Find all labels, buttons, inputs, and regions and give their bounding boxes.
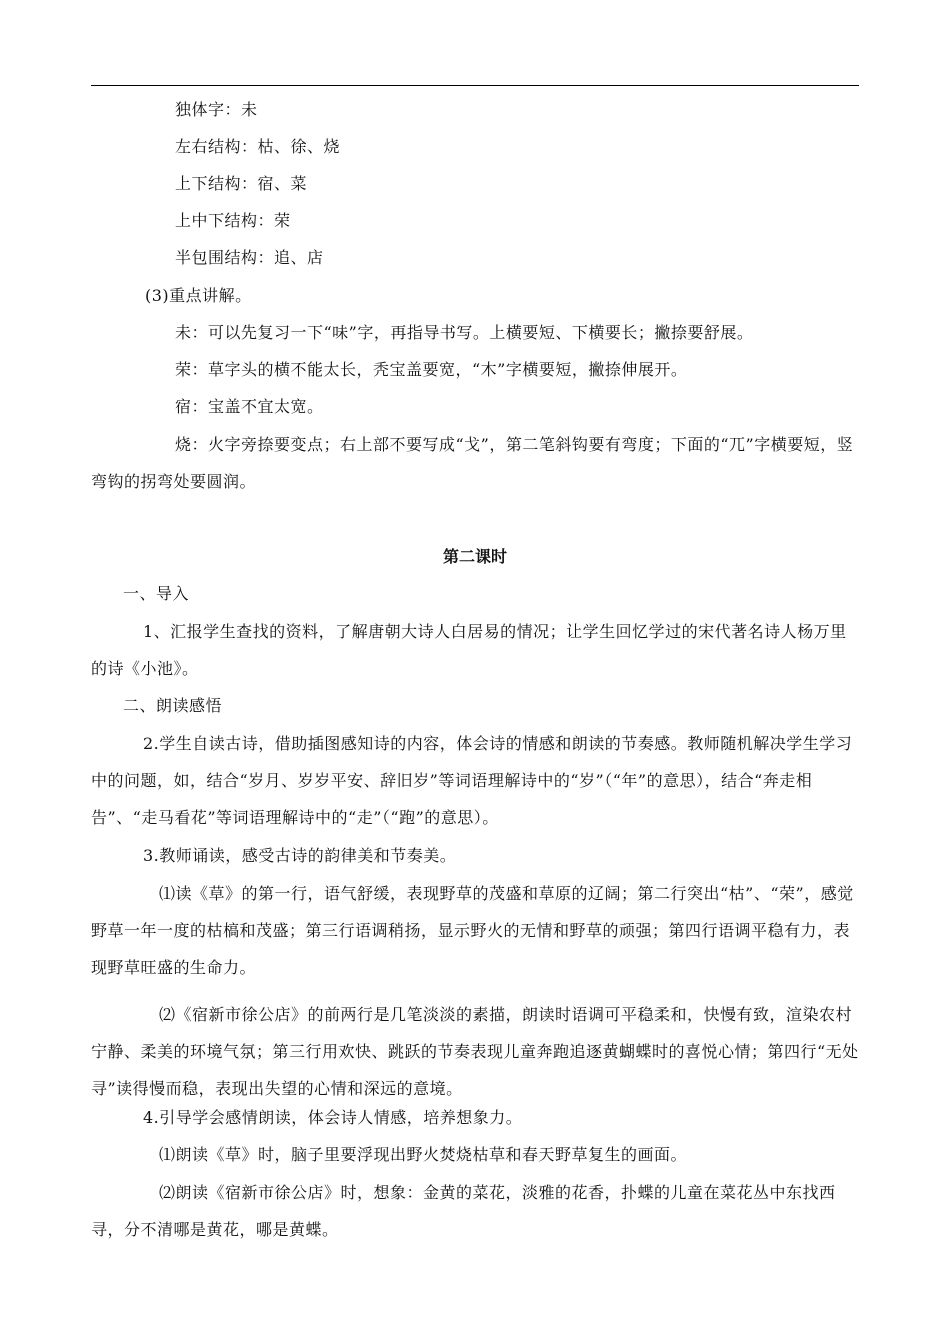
- structure-line-top-bottom: 上下结构：宿、菜: [175, 174, 308, 193]
- reading-item-4-1: ⑴朗读《草》时，脑子里要浮现出野火焚烧枯草和春天野草复生的画面。: [159, 1145, 688, 1164]
- section-reading-heading: 二、朗读感悟: [123, 696, 223, 715]
- structure-line-left-right: 左右结构：枯、徐、烧: [175, 137, 341, 156]
- key-point-rong: 荣：草字头的横不能太长，秃宝盖要宽，“木”字横要短，撇捺伸展开。: [175, 360, 688, 379]
- reading-item-4: 4.引导学会感情朗读，体会诗人情感，培养想象力。: [143, 1108, 523, 1127]
- structure-line-half-enclosure: 半包围结构：追、店: [175, 248, 324, 267]
- intro-item-1: 1、汇报学生查找的资料，了解唐朝大诗人白居易的情况；让学生回忆学过的宋代著名诗人杨万里的诗《小池》。: [91, 622, 847, 678]
- reading-item-4-2: ⑵朗读《宿新市徐公店》时，想象：金黄的菜花，淡雅的花香，扑蝶的儿童在菜花丛中东找西寻，分不清哪是黄花，哪是黄蝶。: [91, 1183, 836, 1239]
- section-intro-heading: 一、导入: [123, 584, 190, 603]
- key-points-heading: (3)重点讲解。: [145, 286, 252, 305]
- structure-line-top-middle-bottom: 上中下结构：荣: [175, 211, 291, 230]
- reading-item-2: 2.学生自读古诗，借助插图感知诗的内容，体会诗的情感和朗读的节奏感。教师随机解决学生学习中的问题，如，结合“岁月、岁岁平安、辞旧岁”等词语理解诗中的“岁”（“年”的意思），结合“奔走相告”、“走马看花”等词语理解诗中的“走”（“跑”的意思）。: [91, 734, 853, 827]
- header-rule: [91, 85, 859, 86]
- structure-line-single: 独体字：未: [175, 100, 258, 119]
- lesson-title: 第二课时: [442, 547, 507, 566]
- key-point-shao: 烧：火字旁捺要变点；右上部不要写成“戈”，第二笔斜钩要有弯度；下面的“兀”字横要短，竖弯钩的拐弯处要圆润。: [91, 435, 854, 491]
- reading-item-3-2: ⑵《宿新市徐公店》的前两行是几笔淡淡的素描，朗读时语调可平稳柔和，快慢有致，渲染农村宁静、柔美的环境气氛；第三行用欢快、跳跃的节奏表现儿童奔跑追逐黄蝴蝶时的喜悦心情；第四行“无处寻”读得慢而稳，表现出失望的心情和深远的意境。: [91, 1005, 859, 1098]
- key-point-wei: 未：可以先复习一下“味”字，再指导书写。上横要短、下横要长；撇捺要舒展。: [175, 323, 754, 342]
- key-point-su: 宿：宝盖不宜太宽。: [175, 397, 324, 416]
- reading-item-3: 3.教师诵读，感受古诗的韵律美和节奏美。: [143, 846, 457, 865]
- reading-item-3-1: ⑴读《草》的第一行，语气舒缓，表现野草的茂盛和草原的辽阔；第二行突出“枯”、“荣”，感觉野草一年一度的枯槁和茂盛；第三行语调稍扬，显示野火的无情和野草的顽强；第四行语调平稳有力，表现野草旺盛的生命力。: [91, 884, 854, 977]
